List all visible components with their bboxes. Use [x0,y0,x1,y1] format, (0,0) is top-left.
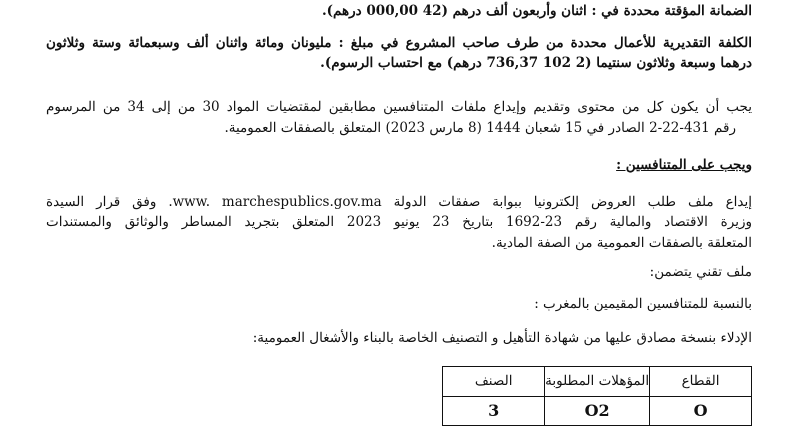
estimated-cost-line-1: الكلفة التقديرية للأعمال محددة من طرف صاحب المشروع في مبلغ : مليونان ومائة واثنان ألف وسبعمائة وستة وثلاثون [46,35,752,51]
table-header-sector: القطاع [650,367,752,397]
resident-competitors-line: بالنسبة للمتنافسين المقيمين بالمغرب : [534,296,752,312]
requirements-paragraph-line-1: يجب أن يكون كل من محتوى وتقديم وإيداع ملفات المتنافسين مطابقين لمقتضيات المواد 30 من إلى 34 من المرسوم [46,99,752,115]
requirements-paragraph-line-2: رقم 431-22-2 الصادر في 15 شعبان 1444 (8 مارس 2023) المتعلق بالصفقات العمومية. [224,120,736,136]
technical-file-heading: ملف تقني يتضمن: [649,264,752,280]
guarantee-line: الضمانة المؤقتة محددة في : اثنان وأربعون ألف درهم (42 000,00 درهم). [321,3,752,19]
submission-paragraph-line-1: إيداع ملف طلب العروض إلكترونيا ببوابة صفقات الدولة www. marchespublics.gov.ma. وفق قرار السيدة [46,194,752,210]
table-header-qualifications: المؤهلات المطلوبة [545,367,650,397]
section-heading-competitors [46,155,752,175]
section-heading-text: ويجب على المتنافسين : [616,157,752,173]
estimated-cost-line-2: درهما وسبعة وثلاثون سنتيما (2 102 736,37 درهم) مع احتساب الرسوم). [320,55,752,71]
submission-paragraph-line-3: المتعلقة بالصفقات العمومية من الصفة المادية. [491,235,752,251]
table-header-class: الصنف [443,367,545,397]
table-cell-qualifications: O2 [545,396,650,426]
table-row [443,396,752,426]
table-cell-sector: O [650,396,752,426]
certificate-requirement-line: الإدلاء بنسخة مصادق عليها من شهادة التأهيل و التصنيف الخاصة بالبناء والأشغال العمومية: [252,330,752,346]
table-cell-class: 3 [443,396,545,426]
table-header-row [443,367,752,397]
submission-paragraph-line-2: وزيرة الاقتصاد والمالية رقم 23-1692 بتاريخ 23 يونيو 2023 المتعلق بتجريد المساطر والوثائق والمستندات [46,214,752,230]
qualification-table [442,366,752,426]
